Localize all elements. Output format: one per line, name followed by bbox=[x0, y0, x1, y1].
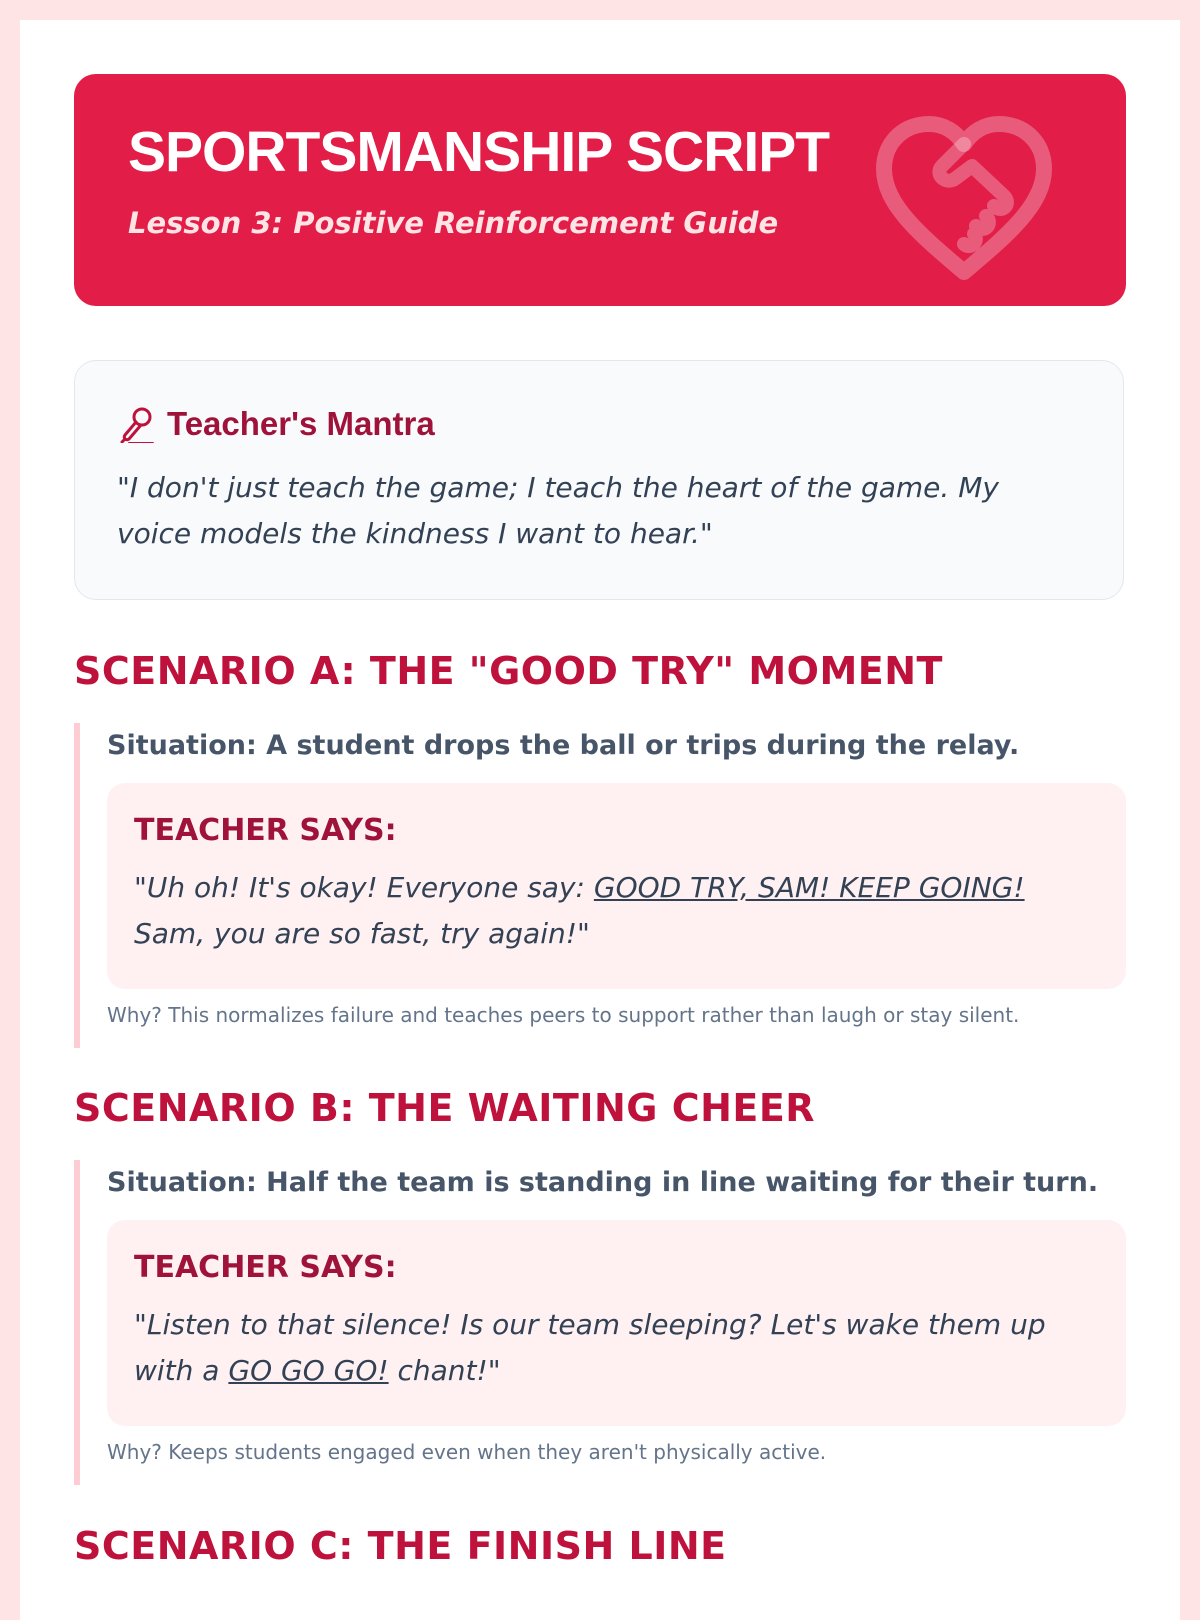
chant-phrase: GOOD TRY, SAM! KEEP GOING! bbox=[593, 871, 1025, 904]
microphone-icon bbox=[119, 405, 155, 443]
scenario-c-title: SCENARIO C: THE FINISH LINE bbox=[74, 1524, 727, 1568]
page-title: SPORTSMANSHIP SCRIPT bbox=[128, 120, 830, 184]
scenario-a-teacher-says bbox=[107, 783, 1126, 989]
teacher-says-label: TEACHER SAYS: bbox=[134, 813, 397, 848]
scenario-a-title: SCENARIO A: THE "GOOD TRY" MOMENT bbox=[74, 649, 943, 693]
scenario-b-why: Why? Keeps students engaged even when they aren't physically active. bbox=[107, 1440, 827, 1464]
mantra-quote: "I don't just teach the game; I teach the heart of the game. My voice models the kindness I want to hear." bbox=[117, 471, 999, 550]
scenario-a bbox=[74, 723, 1126, 1048]
heart-handshake-icon bbox=[864, 104, 1064, 284]
header-banner bbox=[74, 74, 1126, 306]
scenario-b-title: SCENARIO B: THE WAITING CHEER bbox=[74, 1086, 816, 1130]
quote-tail: chant!" bbox=[388, 1354, 501, 1387]
teacher-says-label: TEACHER SAYS: bbox=[134, 1250, 397, 1285]
mantra-header bbox=[119, 405, 435, 443]
scenario-a-situation: Situation: A student drops the ball or trips during the relay. bbox=[107, 730, 1020, 761]
page-subtitle: Lesson 3: Positive Reinforcement Guide bbox=[128, 206, 779, 240]
scenario-b-teacher-says bbox=[107, 1220, 1126, 1426]
scenario-b-situation: Situation: Half the team is standing in line waiting for their turn. bbox=[107, 1167, 1099, 1198]
teacher-says-quote bbox=[134, 1302, 1094, 1394]
quote-lead: "Uh oh! It's okay! Everyone say: bbox=[134, 871, 594, 904]
mantra-title: Teacher's Mantra bbox=[167, 405, 435, 442]
scenario-b bbox=[74, 1160, 1126, 1485]
quote-lead: "Listen to that silence! Is our team sleeping? Let's wake them up with a bbox=[134, 1308, 1046, 1387]
document-page bbox=[20, 20, 1180, 1620]
chant-phrase: GO GO GO! bbox=[228, 1354, 389, 1387]
teacher-says-quote bbox=[134, 865, 1094, 957]
quote-tail: Sam, you are so fast, try again!" bbox=[134, 917, 590, 950]
teacher-mantra-card bbox=[74, 360, 1124, 600]
scenario-a-why: Why? This normalizes failure and teaches peers to support rather than laugh or stay silent. bbox=[107, 1003, 1020, 1027]
